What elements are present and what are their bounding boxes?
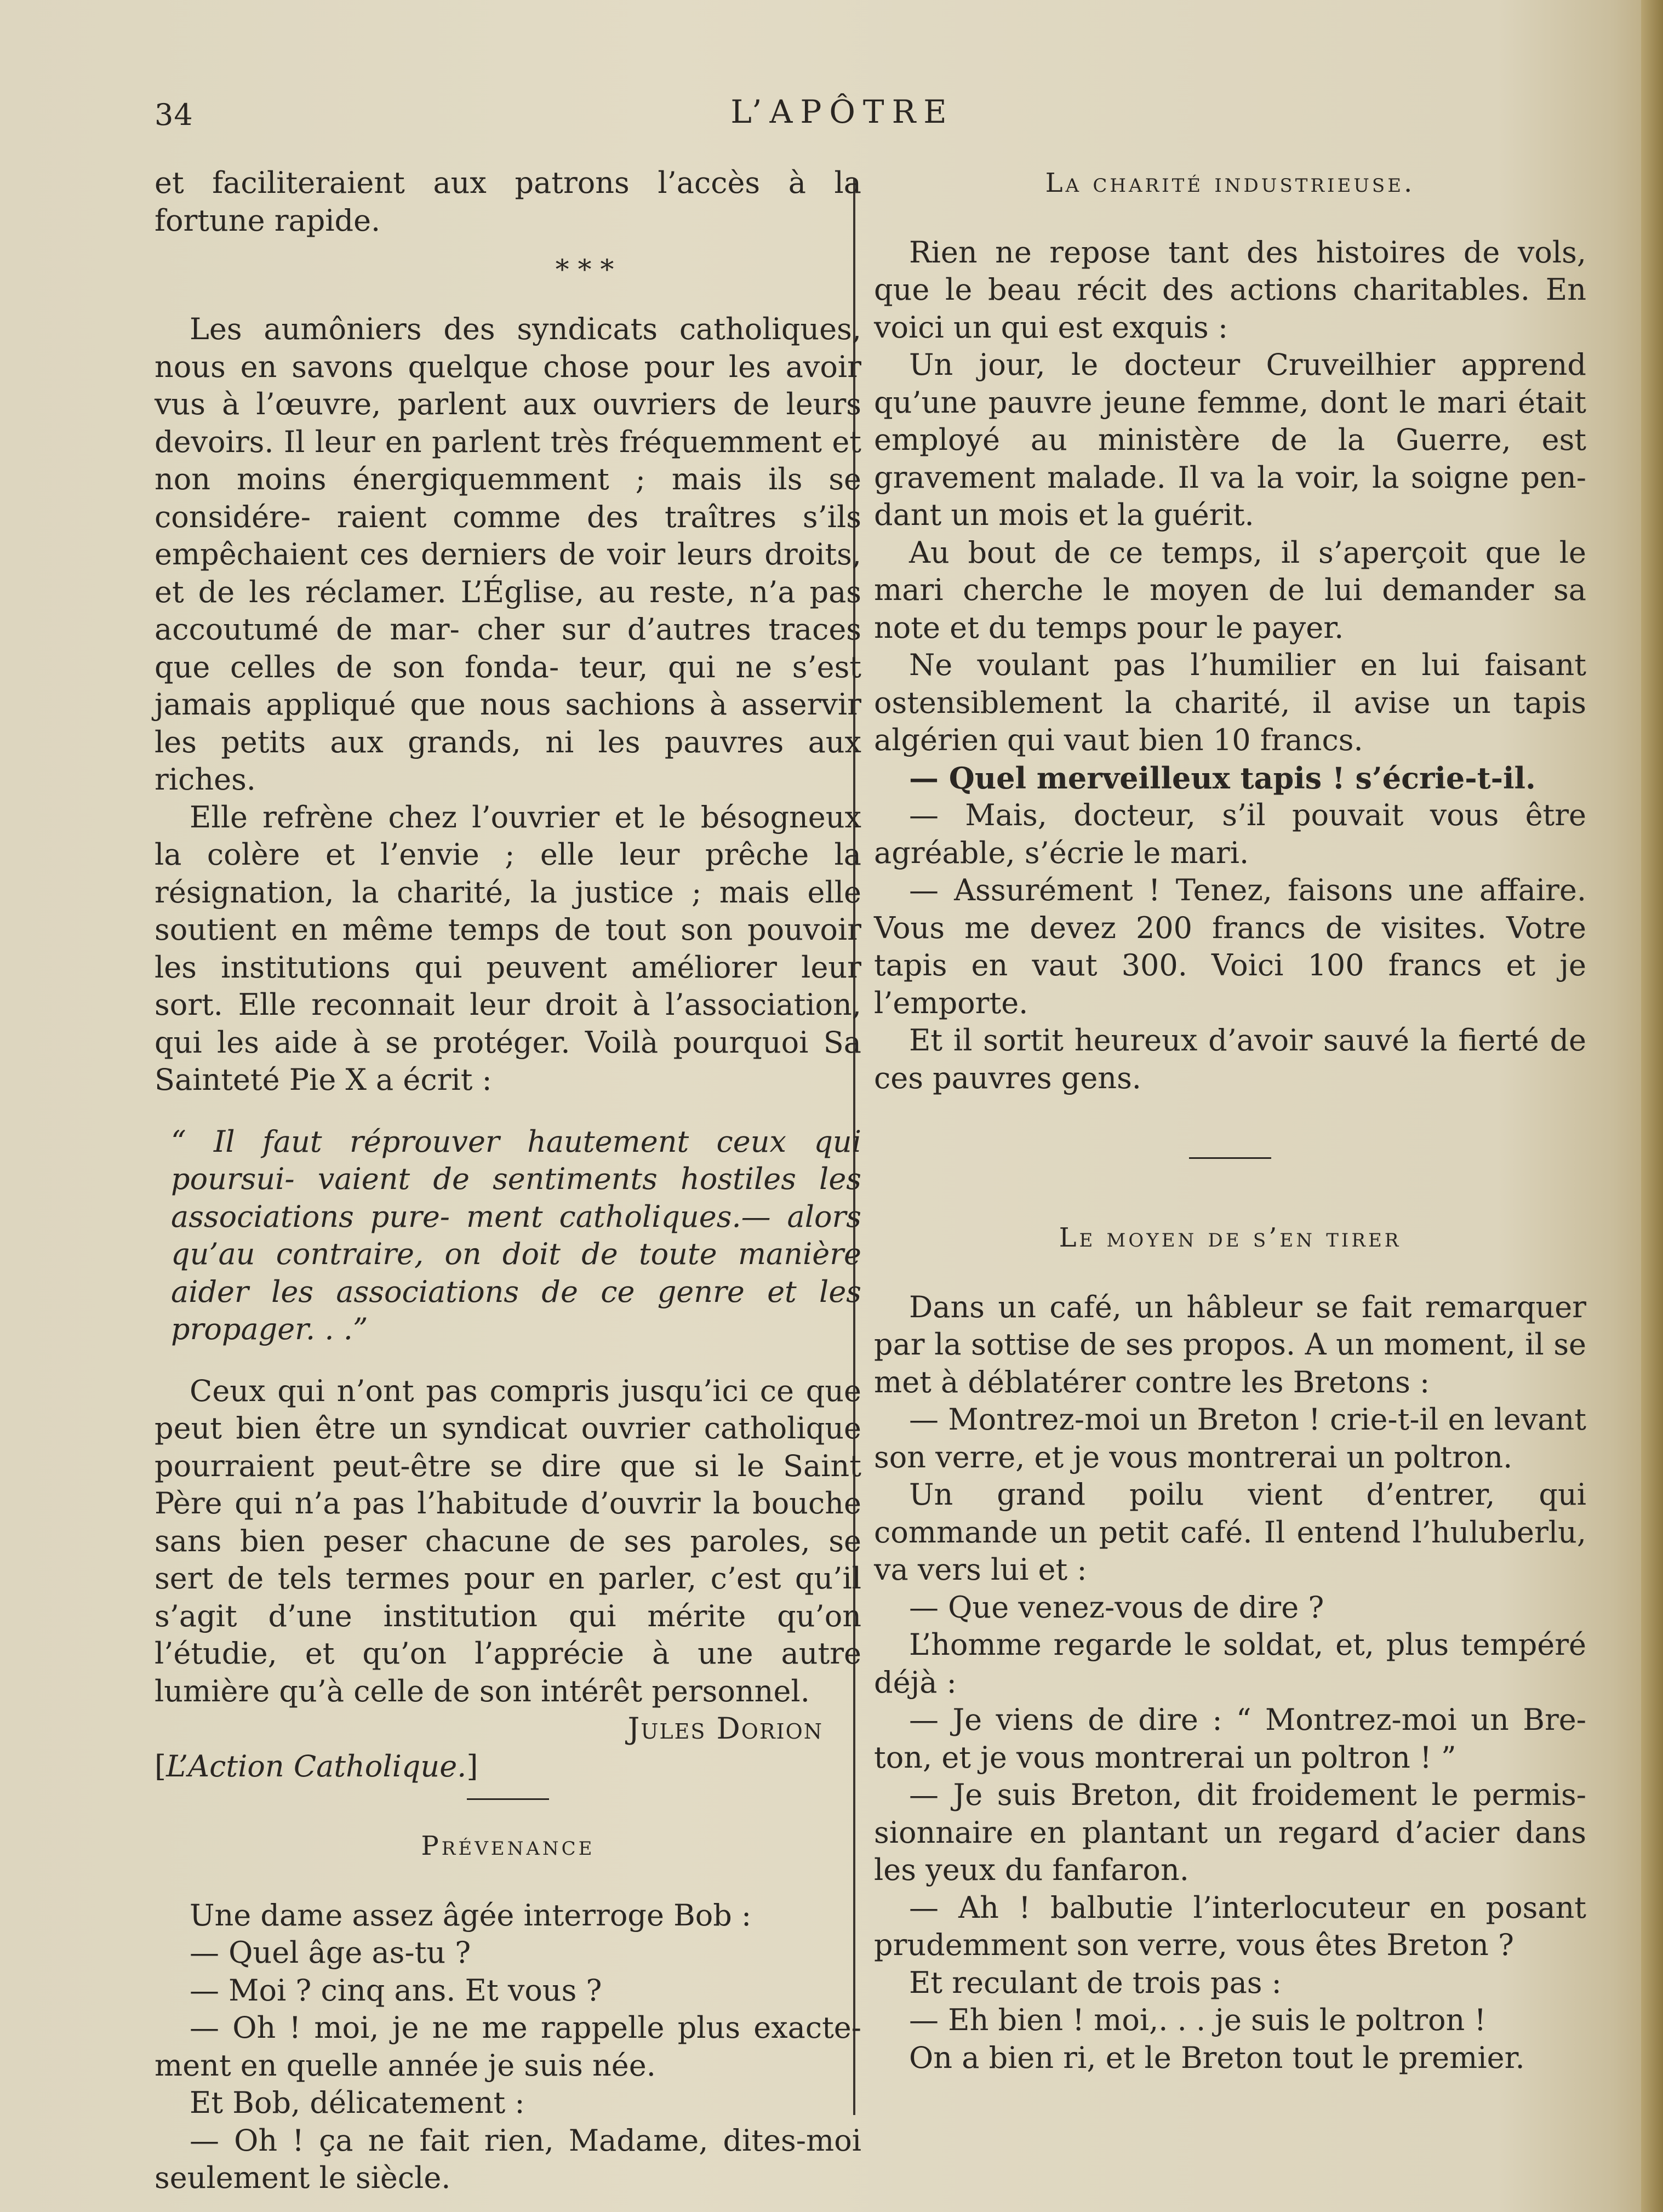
paragraph: et faciliteraient aux patrons l’accès à la fortune rapide. — [155, 165, 861, 238]
paragraph: Et il sortit heureux d’avoir sauvé la fierté de ces pauvres gens. — [874, 1023, 1586, 1095]
section-title: Le moyen de s’en tirer — [1059, 1222, 1402, 1253]
dialogue-line: — Que venez-vous de dire ? — [909, 1590, 1324, 1625]
paragraph: Un jour, le docteur Cruveilhier apprend qu’une pauvre jeune femme, dont le mari était employé au ministère de la Guerre, est gravement malade. Il va la voir, la soigne pen- dant un mois et la guérit. — [874, 347, 1586, 532]
dialogue-line: — Mais, docteur, s’il pouvait vous être agréable, s’écrie le mari. — [874, 798, 1586, 870]
section-title: Prévenance — [421, 1831, 595, 1861]
section-separator: * * * — [555, 254, 614, 285]
dialogue-line: — Assurément ! Tenez, faisons une affaire. Vous me devez 200 francs de visites. Votre tapis en vaut 300. Voici 100 francs et je l’emporte. — [874, 873, 1586, 1020]
source-citation: [L’Action Catholique.] — [155, 1748, 478, 1784]
dialogue-line: — Eh bien ! moi,. . . je suis le poltron ! — [909, 2003, 1487, 2037]
dialogue-line: — Moi ? cinq ans. Et vous ? — [190, 1973, 602, 2008]
paragraph: Ne voulant pas l’humilier en lui faisant ostensiblement la charité, il avise un tapis algérien qui vaut bien 10 francs. — [874, 648, 1586, 757]
paragraph: Et reculant de trois pas : — [909, 1965, 1282, 2000]
running-title: L’APÔTRE — [730, 93, 955, 130]
dialogue-line: — Ah ! balbutie l’interlocuteur en posant prudemment son verre, vous êtes Breton ? — [874, 1890, 1586, 1962]
papal-quote: “ Il faut réprouver hautement ceux qui poursui- vaient de sentiments hostiles les associations pure- ment catholiques.— alors qu’au contraire, on doit de toute manière aider les associations de ce genre et les propager. . .” — [171, 1124, 861, 1346]
paragraph: Au bout de ce temps, il s’aperçoit que le mari cherche le moyen de lui demander sa note et du temps pour le payer. — [874, 535, 1586, 645]
dialogue-line: — Oh ! moi, je ne me rappelle plus exacte- ment en quelle année je suis née. — [155, 2010, 861, 2083]
paragraph: Les aumôniers des syndicats catholiques, nous en savons quelque chose pour les avoir vus à l’œuvre, parlent aux ouvriers de leurs devoirs. Il leur en parlent très fréquemment et non moins énergiquemment ; mais ils se considére- raient comme des traîtres s’ils empêchaient ces derniers de voir leurs droits, et de les réclamer. L’Église, au reste, n’a pas accoutumé de mar- cher sur d’autres traces que celles de son fonda- teur, qui ne s’est jamais appliqué que nous sachions à asservir les petits aux grands, ni les pauvres aux riches. — [155, 312, 861, 797]
dialogue-line: Une dame assez âgée interroge Bob : — [190, 1897, 752, 1933]
left-column — [155, 164, 861, 2197]
short-rule — [1189, 1157, 1271, 1159]
page-number: 34 — [155, 98, 193, 132]
source-title: L’Action Catholique. — [166, 1748, 467, 1784]
paragraph: Elle refrène chez l’ouvrier et le bésogneux la colère et l’envie ; elle leur prêche la résignation, la charité, la justice ; mais elle soutient en même temps de tout son pouvoir les institutions qui peuvent améliorer leur sort. Elle reconnait leur droit à l’association, qui les aide à se protéger. Voilà pourquoi Sa Sainteté Pie X a écrit : — [155, 799, 861, 1097]
dialogue-line: Et Bob, délicatement : — [190, 2085, 525, 2120]
dialogue-line: — Oh ! ça ne fait rien, Madame, dites-moi seulement le siècle. — [155, 2123, 861, 2195]
page-edge — [1641, 0, 1663, 2212]
dialogue-line: — Quel merveilleux tapis ! s’écrie-t-il. — [909, 760, 1536, 796]
dialogue-line: — Je suis Breton, dit froidement le permis- sionnaire en plantant un regard d’acier dans les yeux du fanfaron. — [874, 1777, 1586, 1887]
dialogue-line: — Montrez-moi un Breton ! crie-t-il en levant son verre, et je vous montrerai un poltron. — [874, 1402, 1586, 1474]
dialogue-line: — Quel âge as-tu ? — [190, 1935, 471, 1970]
paragraph: On a bien ri, et le Breton tout le premier. — [909, 2040, 1525, 2075]
paragraph: Dans un café, un hâbleur se fait remarquer par la sottise de ses propos. A un moment, il se met à déblatérer contre les Bretons : — [874, 1289, 1586, 1399]
dialogue-line: — Je viens de dire : “ Montrez-moi un Bre- ton, et je vous montrerai un poltron ! ” — [874, 1702, 1586, 1775]
paragraph: L’homme regarde le soldat, et, plus tempéré déjà : — [874, 1627, 1586, 1700]
section-title: La charité industrieuse. — [1045, 168, 1415, 198]
author-signature: Jules Dorion — [627, 1711, 823, 1746]
paragraph: Rien ne repose tant des histoires de vols, que le beau récit des actions charitables. En voici un qui est exquis : — [874, 235, 1586, 345]
paragraph: Un grand poilu vient d’entrer, qui commande un petit café. Il entend l’huluberlu, va vers lui et : — [874, 1477, 1586, 1587]
right-column — [874, 164, 1586, 2077]
short-rule — [467, 1798, 549, 1800]
paragraph: Ceux qui n’ont pas compris jusqu’ici ce que peut bien être un syndicat ouvrier catholique pourraient peut-être se dire que si le Saint Père qui n’a pas l’habitude d’ouvrir la bouche sans bien peser chacune de ses paroles, se sert de tels termes pour en parler, c’est qu’il s’agit d’une institution qui mérite qu’on l’étudie, et qu’on l’apprécie à une autre lumière qu’à celle de son intérêt personnel. — [155, 1373, 861, 1708]
